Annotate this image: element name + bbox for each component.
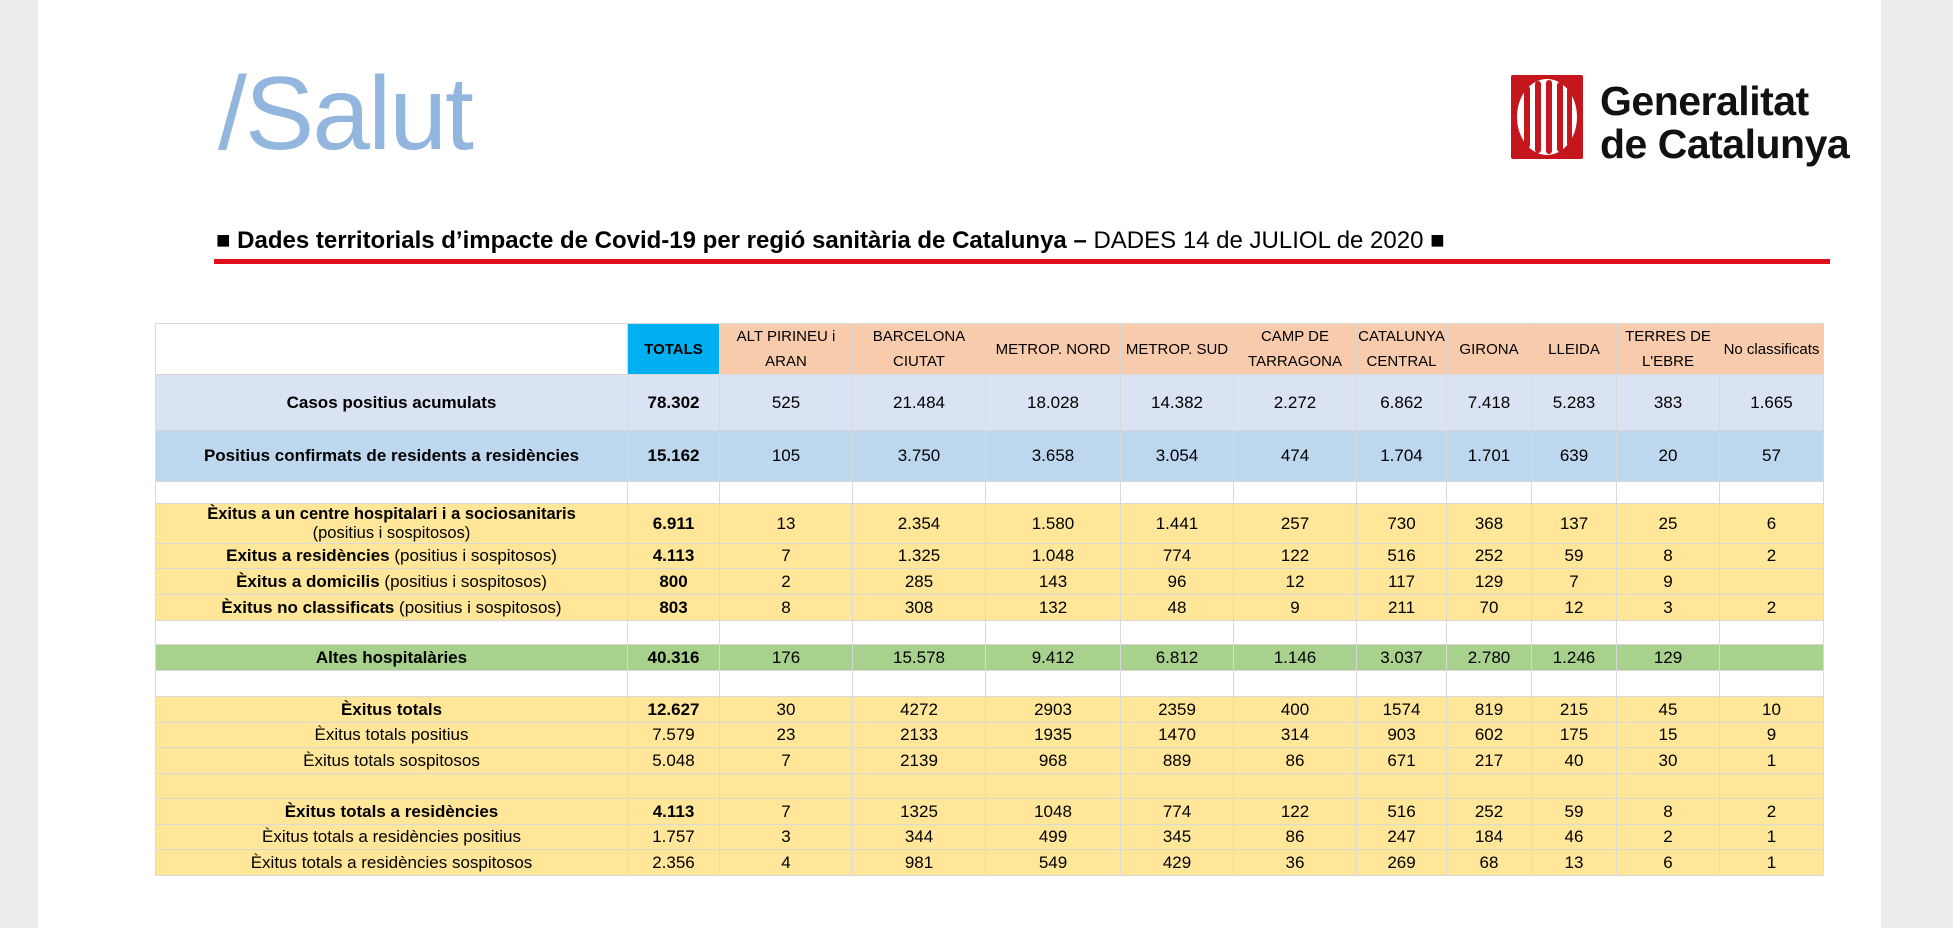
- spacer-cell: [1357, 671, 1447, 697]
- region-cell: 1.580: [986, 504, 1121, 544]
- region-cell: 215: [1532, 697, 1617, 723]
- total-cell: 1.757: [628, 825, 720, 850]
- region-cell: 2: [1720, 595, 1824, 621]
- region-cell: 400: [1234, 697, 1357, 723]
- spacer-cell: [1447, 774, 1532, 799]
- spacer-cell: [1447, 621, 1532, 645]
- region-cell: 7.418: [1447, 375, 1532, 431]
- spacer-row-4: [156, 774, 1824, 799]
- region-cell: 137: [1532, 504, 1617, 544]
- region-cell: 2: [1720, 799, 1824, 825]
- spacer-cell: [1234, 621, 1357, 645]
- total-cell: 4.113: [628, 544, 720, 569]
- total-cell: 4.113: [628, 799, 720, 825]
- row-label: [156, 544, 628, 569]
- row-exitus-tot-res-sosp: [156, 850, 1824, 876]
- region-cell: 3: [720, 825, 853, 850]
- region-cell: 525: [720, 375, 853, 431]
- header-totals: TOTALS: [628, 324, 720, 375]
- covid-data-table: [155, 323, 1824, 876]
- region-cell: 308: [853, 595, 986, 621]
- row-label: Èxitus totals a residències: [156, 799, 628, 825]
- region-cell: 129: [1447, 569, 1532, 595]
- document-page: [38, 0, 1881, 928]
- row-label-main: Èxitus a un centre hospitalari i a sociosanitaris: [207, 504, 576, 523]
- region-cell: 7: [720, 544, 853, 569]
- region-cell: 15.578: [853, 645, 986, 671]
- row-exitus-tot-pos: [156, 723, 1824, 748]
- spacer-cell: [1617, 482, 1720, 504]
- region-cell: 344: [853, 825, 986, 850]
- spacer-cell: [1720, 774, 1824, 799]
- region-cell: 129: [1617, 645, 1720, 671]
- region-cell: 18.028: [986, 375, 1121, 431]
- region-cell: 3: [1617, 595, 1720, 621]
- region-cell: 4272: [853, 697, 986, 723]
- region-cell: 122: [1234, 544, 1357, 569]
- region-cell: 1.246: [1532, 645, 1617, 671]
- region-cell: 257: [1234, 504, 1357, 544]
- row-label-main: Èxitus a domicilis: [236, 571, 380, 591]
- region-cell: 14.382: [1121, 375, 1234, 431]
- region-cell: 175: [1532, 723, 1617, 748]
- region-cell: 3.658: [986, 431, 1121, 482]
- spacer-cell: [720, 621, 853, 645]
- region-cell: 30: [1617, 748, 1720, 774]
- region-cell: 143: [986, 569, 1121, 595]
- spacer-cell: [1532, 482, 1617, 504]
- region-cell: 2139: [853, 748, 986, 774]
- spacer-cell: [1720, 482, 1824, 504]
- generalitat-emblem-icon: [1510, 74, 1584, 160]
- region-cell: 176: [720, 645, 853, 671]
- spacer-cell: [1357, 774, 1447, 799]
- total-cell: 15.162: [628, 431, 720, 482]
- spacer-cell: [1234, 671, 1357, 697]
- region-cell: 7: [1532, 569, 1617, 595]
- region-cell: 132: [986, 595, 1121, 621]
- region-cell: 8: [1617, 544, 1720, 569]
- row-label: Casos positius acumulats: [156, 375, 628, 431]
- region-cell: 96: [1121, 569, 1234, 595]
- region-cell: 57: [1720, 431, 1824, 482]
- spacer-cell: [1121, 482, 1234, 504]
- region-cell: 2903: [986, 697, 1121, 723]
- region-cell: 314: [1234, 723, 1357, 748]
- region-cell: 774: [1121, 544, 1234, 569]
- region-cell: 7: [720, 748, 853, 774]
- region-cell: 903: [1357, 723, 1447, 748]
- region-cell: 105: [720, 431, 853, 482]
- region-cell: 5.283: [1532, 375, 1617, 431]
- spacer-cell: [1357, 482, 1447, 504]
- row-label: Èxitus totals a residències positius: [156, 825, 628, 850]
- spacer-cell: [628, 671, 720, 697]
- region-cell: 2359: [1121, 697, 1234, 723]
- region-cell: 13: [1532, 850, 1617, 876]
- row-label: Altes hospitalàries: [156, 645, 628, 671]
- spacer-cell: [1617, 671, 1720, 697]
- header-barcelona: BARCELONA CIUTAT: [853, 324, 986, 375]
- spacer-cell: [1121, 774, 1234, 799]
- header-catalunya-central: CATALUNYA CENTRAL: [1357, 324, 1447, 375]
- region-cell: 15: [1617, 723, 1720, 748]
- spacer-cell: [1447, 482, 1532, 504]
- region-cell: 516: [1357, 544, 1447, 569]
- row-label: Èxitus totals: [156, 697, 628, 723]
- region-cell: 4: [720, 850, 853, 876]
- region-cell: 10: [1720, 697, 1824, 723]
- region-cell: 2.354: [853, 504, 986, 544]
- header-alt-pirineu: ALT PIRINEU i ARAN: [720, 324, 853, 375]
- total-cell: 2.356: [628, 850, 720, 876]
- region-cell: 252: [1447, 544, 1532, 569]
- region-cell: 1048: [986, 799, 1121, 825]
- region-cell: 269: [1357, 850, 1447, 876]
- region-cell: 9: [1720, 723, 1824, 748]
- spacer-cell: [1617, 621, 1720, 645]
- spacer-cell: [1532, 774, 1617, 799]
- spacer-row-1: [156, 482, 1824, 504]
- region-cell: 8: [720, 595, 853, 621]
- spacer-cell: [1234, 482, 1357, 504]
- spacer-row-2: [156, 621, 1824, 645]
- region-cell: 86: [1234, 748, 1357, 774]
- region-cell: 499: [986, 825, 1121, 850]
- region-cell: 211: [1357, 595, 1447, 621]
- region-cell: 70: [1447, 595, 1532, 621]
- spacer-cell: [853, 671, 986, 697]
- region-cell: 25: [1617, 504, 1720, 544]
- total-cell: 5.048: [628, 748, 720, 774]
- region-cell: 40: [1532, 748, 1617, 774]
- region-cell: 59: [1532, 544, 1617, 569]
- region-cell: 2: [1617, 825, 1720, 850]
- spacer-row-3: [156, 671, 1824, 697]
- row-label-main: Èxitus no classificats: [221, 597, 395, 617]
- region-cell: 30: [720, 697, 853, 723]
- row-label-note: (positius i sospitosos): [389, 546, 557, 565]
- spacer-cell: [1447, 671, 1532, 697]
- row-exitus-tot-res: [156, 799, 1824, 825]
- row-label: Èxitus totals a residències sospitosos: [156, 850, 628, 876]
- total-cell: 803: [628, 595, 720, 621]
- region-cell: 20: [1617, 431, 1720, 482]
- title-square-left: ■: [216, 227, 231, 254]
- salut-wordmark: /Salut: [218, 56, 472, 172]
- row-label: Èxitus totals positius: [156, 723, 628, 748]
- total-cell: 78.302: [628, 375, 720, 431]
- region-cell: 6: [1720, 504, 1824, 544]
- header-metrop-sud: METROP. SUD: [1121, 324, 1234, 375]
- header-metrop-nord: METROP. NORD: [986, 324, 1121, 375]
- logo-line-2: de Catalunya: [1600, 121, 1850, 167]
- spacer-cell: [156, 621, 628, 645]
- header-terres-ebre: TERRES DE L'EBRE: [1617, 324, 1720, 375]
- region-cell: 9: [1234, 595, 1357, 621]
- region-cell: 6: [1617, 850, 1720, 876]
- region-cell: 59: [1532, 799, 1617, 825]
- title-date: DADES 14 de JULIOL de 2020: [1086, 227, 1431, 254]
- spacer-cell: [1720, 621, 1824, 645]
- region-cell: 639: [1532, 431, 1617, 482]
- region-cell: 9: [1617, 569, 1720, 595]
- spacer-cell: [628, 774, 720, 799]
- total-cell: 12.627: [628, 697, 720, 723]
- row-label: Positius confirmats de residents a residències: [156, 431, 628, 482]
- region-cell: 6.812: [1121, 645, 1234, 671]
- region-cell: 1: [1720, 748, 1824, 774]
- region-cell: 252: [1447, 799, 1532, 825]
- region-cell: 1.048: [986, 544, 1121, 569]
- region-cell: 345: [1121, 825, 1234, 850]
- title-square-right: ■: [1430, 227, 1445, 254]
- header-no-classificats: No classificats: [1720, 324, 1824, 375]
- spacer-cell: [986, 671, 1121, 697]
- region-cell: 1.665: [1720, 375, 1824, 431]
- region-cell: 8: [1617, 799, 1720, 825]
- region-cell: 474: [1234, 431, 1357, 482]
- region-cell: 1574: [1357, 697, 1447, 723]
- region-cell: 1935: [986, 723, 1121, 748]
- spacer-cell: [628, 621, 720, 645]
- spacer-cell: [720, 774, 853, 799]
- row-label-note: (positius i sospitosos): [379, 571, 547, 591]
- spacer-cell: [853, 621, 986, 645]
- spacer-cell: [628, 482, 720, 504]
- spacer-cell: [720, 671, 853, 697]
- region-cell: [1720, 569, 1824, 595]
- row-label-note: (positius i sospitosos): [312, 523, 471, 542]
- row-casos: [156, 375, 1824, 431]
- row-label-note: (positius i sospitosos): [394, 597, 562, 617]
- region-cell: 889: [1121, 748, 1234, 774]
- total-cell: 7.579: [628, 723, 720, 748]
- spacer-cell: [986, 621, 1121, 645]
- row-exitus-tot-sosp: [156, 748, 1824, 774]
- region-cell: 117: [1357, 569, 1447, 595]
- row-label-main: Exitus a residències: [226, 546, 390, 565]
- row-label: [156, 569, 628, 595]
- spacer-cell: [1121, 671, 1234, 697]
- region-cell: 1: [1720, 850, 1824, 876]
- header-row: [156, 324, 1824, 375]
- region-cell: 6.862: [1357, 375, 1447, 431]
- region-cell: 46: [1532, 825, 1617, 850]
- region-cell: 36: [1234, 850, 1357, 876]
- region-cell: 383: [1617, 375, 1720, 431]
- spacer-cell: [986, 774, 1121, 799]
- region-cell: 2: [1720, 544, 1824, 569]
- row-label: [156, 504, 628, 544]
- spacer-cell: [1234, 774, 1357, 799]
- region-cell: 23: [720, 723, 853, 748]
- region-cell: 13: [720, 504, 853, 544]
- region-cell: 671: [1357, 748, 1447, 774]
- header-girona: GIRONA: [1447, 324, 1532, 375]
- spacer-cell: [1121, 621, 1234, 645]
- spacer-cell: [156, 774, 628, 799]
- region-cell: 3.750: [853, 431, 986, 482]
- spacer-cell: [1532, 671, 1617, 697]
- header-blank: [156, 324, 628, 375]
- region-cell: 285: [853, 569, 986, 595]
- region-cell: 549: [986, 850, 1121, 876]
- region-cell: 9.412: [986, 645, 1121, 671]
- region-cell: 1470: [1121, 723, 1234, 748]
- spacer-cell: [156, 482, 628, 504]
- region-cell: 2.780: [1447, 645, 1532, 671]
- spacer-cell: [1720, 671, 1824, 697]
- row-label: Èxitus totals sospitosos: [156, 748, 628, 774]
- region-cell: 1.701: [1447, 431, 1532, 482]
- region-cell: 122: [1234, 799, 1357, 825]
- region-cell: 602: [1447, 723, 1532, 748]
- region-cell: 1.325: [853, 544, 986, 569]
- spacer-cell: [853, 482, 986, 504]
- region-cell: 3.054: [1121, 431, 1234, 482]
- region-cell: 2133: [853, 723, 986, 748]
- total-cell: 40.316: [628, 645, 720, 671]
- title-bold: Dades territorials d’impacte de Covid-19 per regió sanitària de Catalunya –: [237, 227, 1087, 254]
- region-cell: 45: [1617, 697, 1720, 723]
- row-exitus-res: [156, 544, 1824, 569]
- region-cell: 12: [1532, 595, 1617, 621]
- region-cell: 247: [1357, 825, 1447, 850]
- region-cell: 86: [1234, 825, 1357, 850]
- region-cell: 7: [720, 799, 853, 825]
- row-exitus-hosp: [156, 504, 1824, 544]
- title-underline: [214, 259, 1830, 264]
- region-cell: 3.037: [1357, 645, 1447, 671]
- spacer-cell: [1357, 621, 1447, 645]
- generalitat-logo-text: [1600, 80, 1849, 166]
- spacer-cell: [720, 482, 853, 504]
- region-cell: 217: [1447, 748, 1532, 774]
- region-cell: 1.441: [1121, 504, 1234, 544]
- region-cell: [1720, 645, 1824, 671]
- region-cell: 429: [1121, 850, 1234, 876]
- header-camp-tarragona: CAMP DE TARRAGONA: [1234, 324, 1357, 375]
- region-cell: 774: [1121, 799, 1234, 825]
- spacer-cell: [986, 482, 1121, 504]
- header-lleida: LLEIDA: [1532, 324, 1617, 375]
- row-residents: [156, 431, 1824, 482]
- total-cell: 800: [628, 569, 720, 595]
- region-cell: 1.146: [1234, 645, 1357, 671]
- region-cell: 184: [1447, 825, 1532, 850]
- row-exitus-dom: [156, 569, 1824, 595]
- total-cell: 6.911: [628, 504, 720, 544]
- region-cell: 968: [986, 748, 1121, 774]
- region-cell: 1: [1720, 825, 1824, 850]
- spacer-cell: [1617, 774, 1720, 799]
- spacer-cell: [156, 671, 628, 697]
- region-cell: 48: [1121, 595, 1234, 621]
- spacer-cell: [1532, 621, 1617, 645]
- region-cell: 68: [1447, 850, 1532, 876]
- row-exitus-tot-res-pos: [156, 825, 1824, 850]
- row-label: [156, 595, 628, 621]
- region-cell: 819: [1447, 697, 1532, 723]
- region-cell: 12: [1234, 569, 1357, 595]
- region-cell: 2: [720, 569, 853, 595]
- row-altes: [156, 645, 1824, 671]
- region-cell: 516: [1357, 799, 1447, 825]
- region-cell: 1325: [853, 799, 986, 825]
- row-exitus-totals: [156, 697, 1824, 723]
- region-cell: 981: [853, 850, 986, 876]
- report-title: [216, 227, 1445, 255]
- region-cell: 730: [1357, 504, 1447, 544]
- region-cell: 21.484: [853, 375, 986, 431]
- row-exitus-nocl: [156, 595, 1824, 621]
- region-cell: 2.272: [1234, 375, 1357, 431]
- region-cell: 368: [1447, 504, 1532, 544]
- region-cell: 1.704: [1357, 431, 1447, 482]
- logo-line-1: Generalitat: [1600, 78, 1809, 124]
- spacer-cell: [853, 774, 986, 799]
